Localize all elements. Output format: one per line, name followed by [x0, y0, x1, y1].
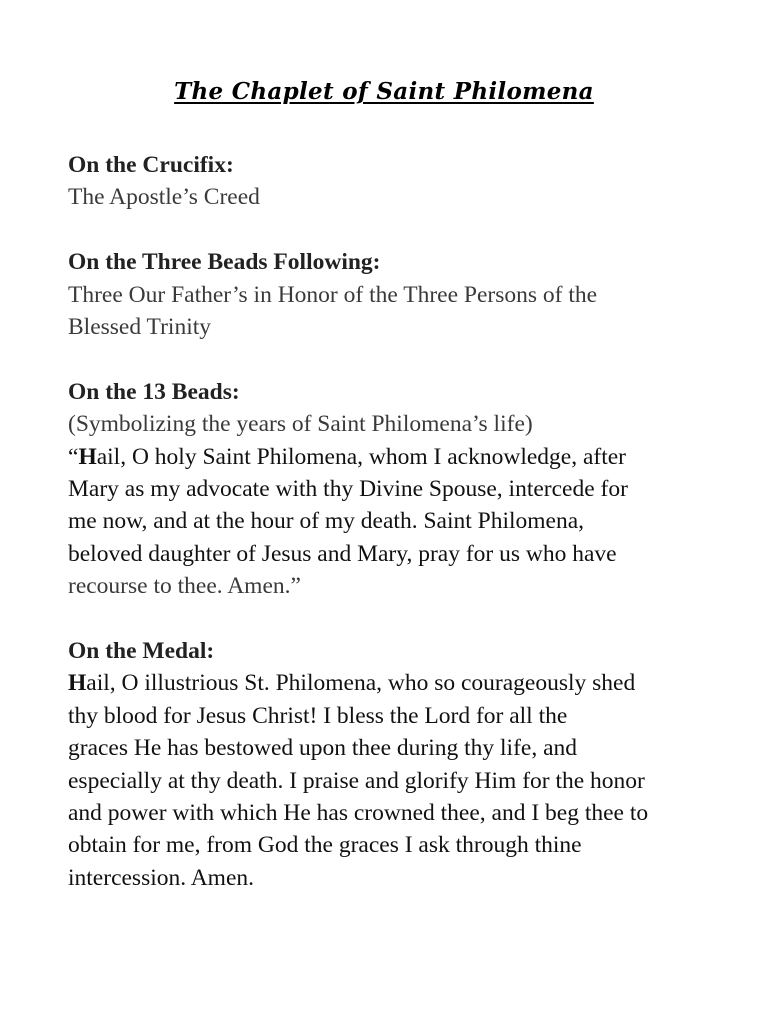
- section-heading-thirteen-beads: On the 13 Beads:: [68, 378, 240, 405]
- prayer-line-text: ail, O holy Saint Philomena, whom I acknowledge, after: [96, 443, 626, 470]
- prayer-line: obtain for me, from God the graces I ask through thine: [68, 832, 582, 859]
- prayer-line: graces He has bestowed upon thee during thy life, and: [68, 735, 578, 762]
- section-text-line: The Apostle’s Creed: [68, 184, 260, 211]
- section-thirteen-beads: [68, 376, 708, 603]
- section-subheading: (Symbolizing the years of Saint Philomena’s life): [68, 411, 533, 438]
- prayer-initial-letter: H: [78, 443, 97, 470]
- prayer-line: intercession. Amen.: [68, 864, 255, 891]
- section-three-beads: [68, 246, 708, 343]
- document-body: [68, 149, 708, 894]
- prayer-line: thy blood for Jesus Christ! I bless the Lord for all the: [68, 702, 568, 729]
- page-title: The Chaplet of Saint Philomena: [174, 78, 594, 105]
- section-text-line: Blessed Trinity: [68, 314, 211, 341]
- prayer-line: [68, 441, 708, 473]
- prayer-line-text: ail, O illustrious St. Philomena, who so courageously shed: [86, 670, 636, 697]
- section-medal: [68, 635, 708, 894]
- section-heading-three-beads: On the Three Beads Following:: [68, 249, 381, 276]
- prayer-line: and power with which He has crowned thee, and I beg thee to: [68, 800, 649, 827]
- prayer-line: especially at thy death. I praise and glorify Him for the honor: [68, 767, 645, 794]
- prayer-line: me now, and at the hour of my death. Saint Philomena,: [68, 508, 585, 535]
- prayer-line: Mary as my advocate with thy Divine Spouse, intercede for: [68, 476, 628, 503]
- prayer-line: [68, 667, 708, 699]
- prayer-line: beloved daughter of Jesus and Mary, pray for us who have: [68, 540, 617, 567]
- section-text-line: Three Our Father’s in Honor of the Three Persons of the: [68, 281, 598, 308]
- prayer-initial-letter: H: [68, 670, 87, 697]
- section-crucifix: [68, 149, 708, 214]
- prayer-line: recourse to thee. Amen.”: [68, 573, 301, 600]
- section-heading-crucifix: On the Crucifix:: [68, 152, 234, 178]
- open-quote: “: [68, 443, 79, 470]
- section-heading-medal: On the Medal:: [68, 638, 215, 665]
